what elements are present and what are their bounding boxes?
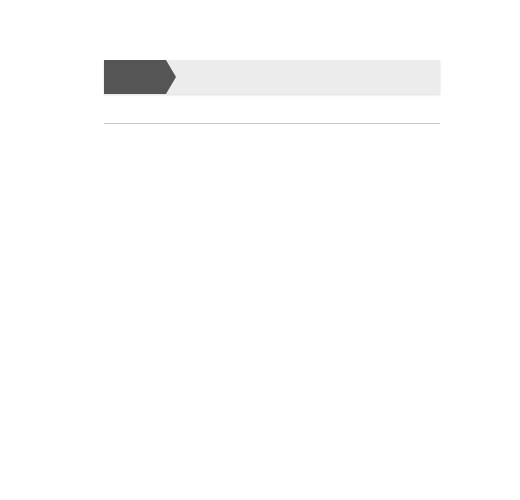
page-header xyxy=(392,36,410,49)
chapter-title-bar xyxy=(104,60,440,94)
chapter-year-badge xyxy=(104,60,166,94)
section-divider xyxy=(104,123,440,124)
